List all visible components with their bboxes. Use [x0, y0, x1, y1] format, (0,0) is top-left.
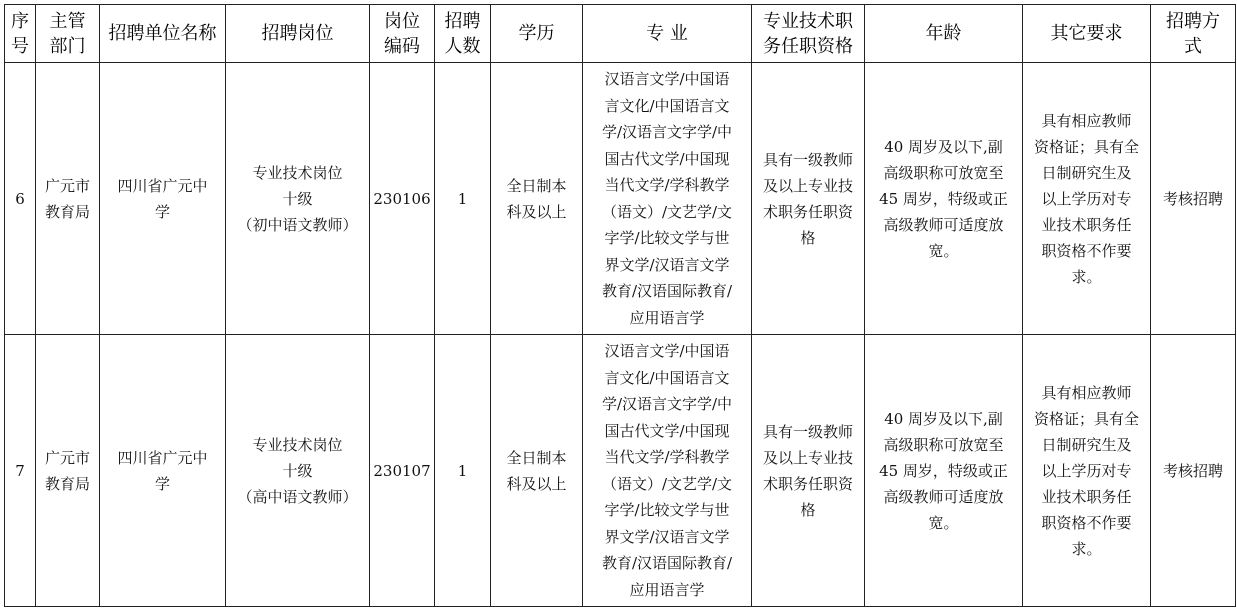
cell-text-line: 高级教师可适度放	[883, 487, 1004, 506]
header-text-line: 式	[1184, 35, 1202, 57]
header-text-line: 招聘岗位	[261, 23, 334, 44]
header-text-line: 学历	[518, 23, 555, 44]
cell-text-line: 应用语言学	[629, 580, 705, 599]
cell-text-line: （语文）/文艺学/文	[601, 202, 733, 221]
cell-text-line: 及以上专业技	[762, 448, 853, 467]
cell-text-line: 四川省广元中	[117, 448, 208, 467]
cell-text-line: 广元市	[44, 176, 90, 195]
cell-dept	[36, 63, 100, 335]
cell-text-line: 资格证；具有全	[1033, 409, 1139, 428]
cell-text-line: 学/汉语言文字学/中	[601, 123, 733, 141]
header-text-line: 人数	[444, 35, 481, 57]
cell-qualification	[752, 335, 865, 607]
cell-age	[865, 335, 1023, 607]
cell-text-line: 资格证；具有全	[1033, 137, 1139, 156]
cell-text-line: 应用语言学	[629, 308, 705, 327]
cell-unit	[100, 335, 226, 607]
cell-text-line: 界文学/汉语言文学	[604, 255, 730, 274]
cell-count: 1	[435, 63, 491, 335]
cell-text-line: 十级	[282, 461, 313, 480]
header-unit	[100, 5, 226, 63]
cell-unit	[100, 63, 226, 335]
cell-method: 考核招聘	[1151, 63, 1236, 335]
header-text-line: 部门	[49, 35, 86, 57]
cell-text-line: 求。	[1071, 539, 1102, 558]
table-header-row	[5, 5, 1236, 63]
cell-text-line: 汉语言文学/中国语	[604, 70, 730, 88]
cell-text-line: 术职务任职资	[762, 474, 853, 493]
cell-text-line: 宽。	[928, 513, 959, 532]
cell-text-line: 教育/汉语国际教育/	[601, 282, 733, 300]
cell-method: 考核招聘	[1151, 335, 1236, 607]
cell-text-line: 以上学历对专	[1041, 461, 1132, 480]
header-method	[1151, 5, 1236, 63]
cell-age	[865, 63, 1023, 335]
header-seq	[5, 5, 36, 63]
cell-text-line: 40 周岁及以下,副	[884, 409, 1003, 428]
cell-text-line: 职资格不作要	[1041, 513, 1132, 532]
cell-other	[1023, 63, 1151, 335]
header-text-line: 专业技术职	[763, 10, 853, 32]
cell-text-line: 40 周岁及以下,副	[884, 137, 1003, 156]
cell-text-line: （语文）/文艺学/文	[601, 474, 733, 493]
cell-text-line: 四川省广元中	[117, 176, 208, 195]
cell-text-line: 字学/比较文学与世	[604, 501, 730, 519]
header-other	[1023, 5, 1151, 63]
cell-text-line: 当代文学/学科教学	[604, 176, 730, 194]
cell-text-line: 高级职称可放宽至	[883, 163, 1004, 182]
cell-text-line: 广元市	[44, 448, 90, 467]
cell-text-line: （高中语文教师）	[237, 487, 358, 506]
cell-text-line: 学	[154, 474, 170, 493]
header-dept	[36, 5, 100, 63]
cell-text-line: 术职务任职资	[762, 202, 853, 221]
header-text-line: 主管	[49, 10, 86, 32]
header-text-line: 招聘方	[1166, 10, 1220, 32]
cell-qualification	[752, 63, 865, 335]
cell-text-line: 教育局	[44, 474, 90, 493]
cell-text-line: 言文化/中国语言文	[604, 96, 730, 115]
cell-text-line: 及以上专业技	[762, 176, 853, 195]
cell-seq: 7	[5, 335, 36, 607]
table-row	[5, 335, 1236, 607]
cell-text-line: 汉语言文学/中国语	[604, 342, 730, 360]
cell-text-line: 格	[800, 228, 816, 247]
cell-text-line: 专业技术岗位	[252, 435, 343, 454]
cell-text-line: 科及以上	[506, 474, 567, 493]
header-count	[435, 5, 491, 63]
cell-text-line: 当代文学/学科教学	[604, 448, 730, 466]
header-code	[370, 5, 435, 63]
header-text-line: 号	[11, 35, 29, 57]
cell-text-line: 业技术职务任	[1041, 215, 1132, 234]
table-row	[5, 63, 1236, 335]
cell-text-line: 以上学历对专	[1041, 189, 1132, 208]
header-text-line: 务任职资格	[763, 35, 853, 57]
cell-text-line: 界文学/汉语言文学	[604, 527, 730, 546]
cell-other	[1023, 335, 1151, 607]
cell-text-line: 具有相应教师	[1041, 111, 1132, 130]
cell-major	[583, 63, 752, 335]
cell-text-line: 高级职称可放宽至	[883, 435, 1004, 454]
cell-text-line: 教育/汉语国际教育/	[601, 554, 733, 572]
cell-text-line: 业技术职务任	[1041, 487, 1132, 506]
cell-text-line: 职资格不作要	[1041, 241, 1132, 260]
header-position	[226, 5, 370, 63]
cell-text-line: 45 周岁，特级或正	[879, 189, 1008, 208]
header-text-line: 其它要求	[1050, 23, 1123, 44]
cell-text-line: 宽。	[928, 241, 959, 260]
cell-text-line: 学	[154, 202, 170, 221]
header-age	[865, 5, 1023, 63]
cell-dept	[36, 335, 100, 607]
cell-text-line: 求。	[1071, 267, 1102, 286]
cell-text-line: 具有一级教师	[762, 150, 853, 169]
cell-code: 230106	[370, 63, 435, 335]
cell-major	[583, 335, 752, 607]
cell-text-line: 国古代文学/中国现	[604, 421, 730, 440]
cell-text-line: （初中语文教师）	[237, 215, 358, 234]
cell-text-line: 具有一级教师	[762, 422, 853, 441]
cell-code: 230107	[370, 335, 435, 607]
cell-text-line: 全日制本	[506, 176, 567, 195]
cell-text-line: 十级	[282, 189, 313, 208]
cell-text-line: 国古代文学/中国现	[604, 149, 730, 168]
cell-education	[491, 335, 583, 607]
header-major	[583, 5, 752, 63]
cell-text-line: 言文化/中国语言文	[604, 368, 730, 387]
cell-text-line: 具有相应教师	[1041, 383, 1132, 402]
header-text-line: 招聘	[444, 10, 481, 32]
cell-text-line: 日制研究生及	[1041, 163, 1132, 182]
cell-text-line: 格	[800, 500, 816, 519]
cell-text-line: 高级教师可适度放	[883, 215, 1004, 234]
cell-text-line: 45 周岁，特级或正	[879, 461, 1008, 480]
cell-text-line: 教育局	[44, 202, 90, 221]
header-education	[491, 5, 583, 63]
header-text-line: 年龄	[925, 23, 962, 44]
recruitment-table	[4, 4, 1236, 607]
cell-seq: 6	[5, 63, 36, 335]
cell-position	[226, 335, 370, 607]
cell-position	[226, 63, 370, 335]
header-text-line: 招聘单位名称	[108, 23, 217, 44]
cell-count: 1	[435, 335, 491, 607]
header-qualification	[752, 5, 865, 63]
header-text-line: 岗位	[384, 10, 420, 32]
header-text-line: 序	[11, 10, 29, 32]
cell-education	[491, 63, 583, 335]
header-text-line: 专 业	[646, 23, 688, 44]
cell-text-line: 学/汉语言文字学/中	[601, 395, 733, 413]
cell-text-line: 字学/比较文学与世	[604, 229, 730, 247]
cell-text-line: 日制研究生及	[1041, 435, 1132, 454]
cell-text-line: 专业技术岗位	[252, 163, 343, 182]
cell-text-line: 科及以上	[506, 202, 567, 221]
header-text-line: 编码	[384, 35, 420, 57]
cell-text-line: 全日制本	[506, 448, 567, 467]
